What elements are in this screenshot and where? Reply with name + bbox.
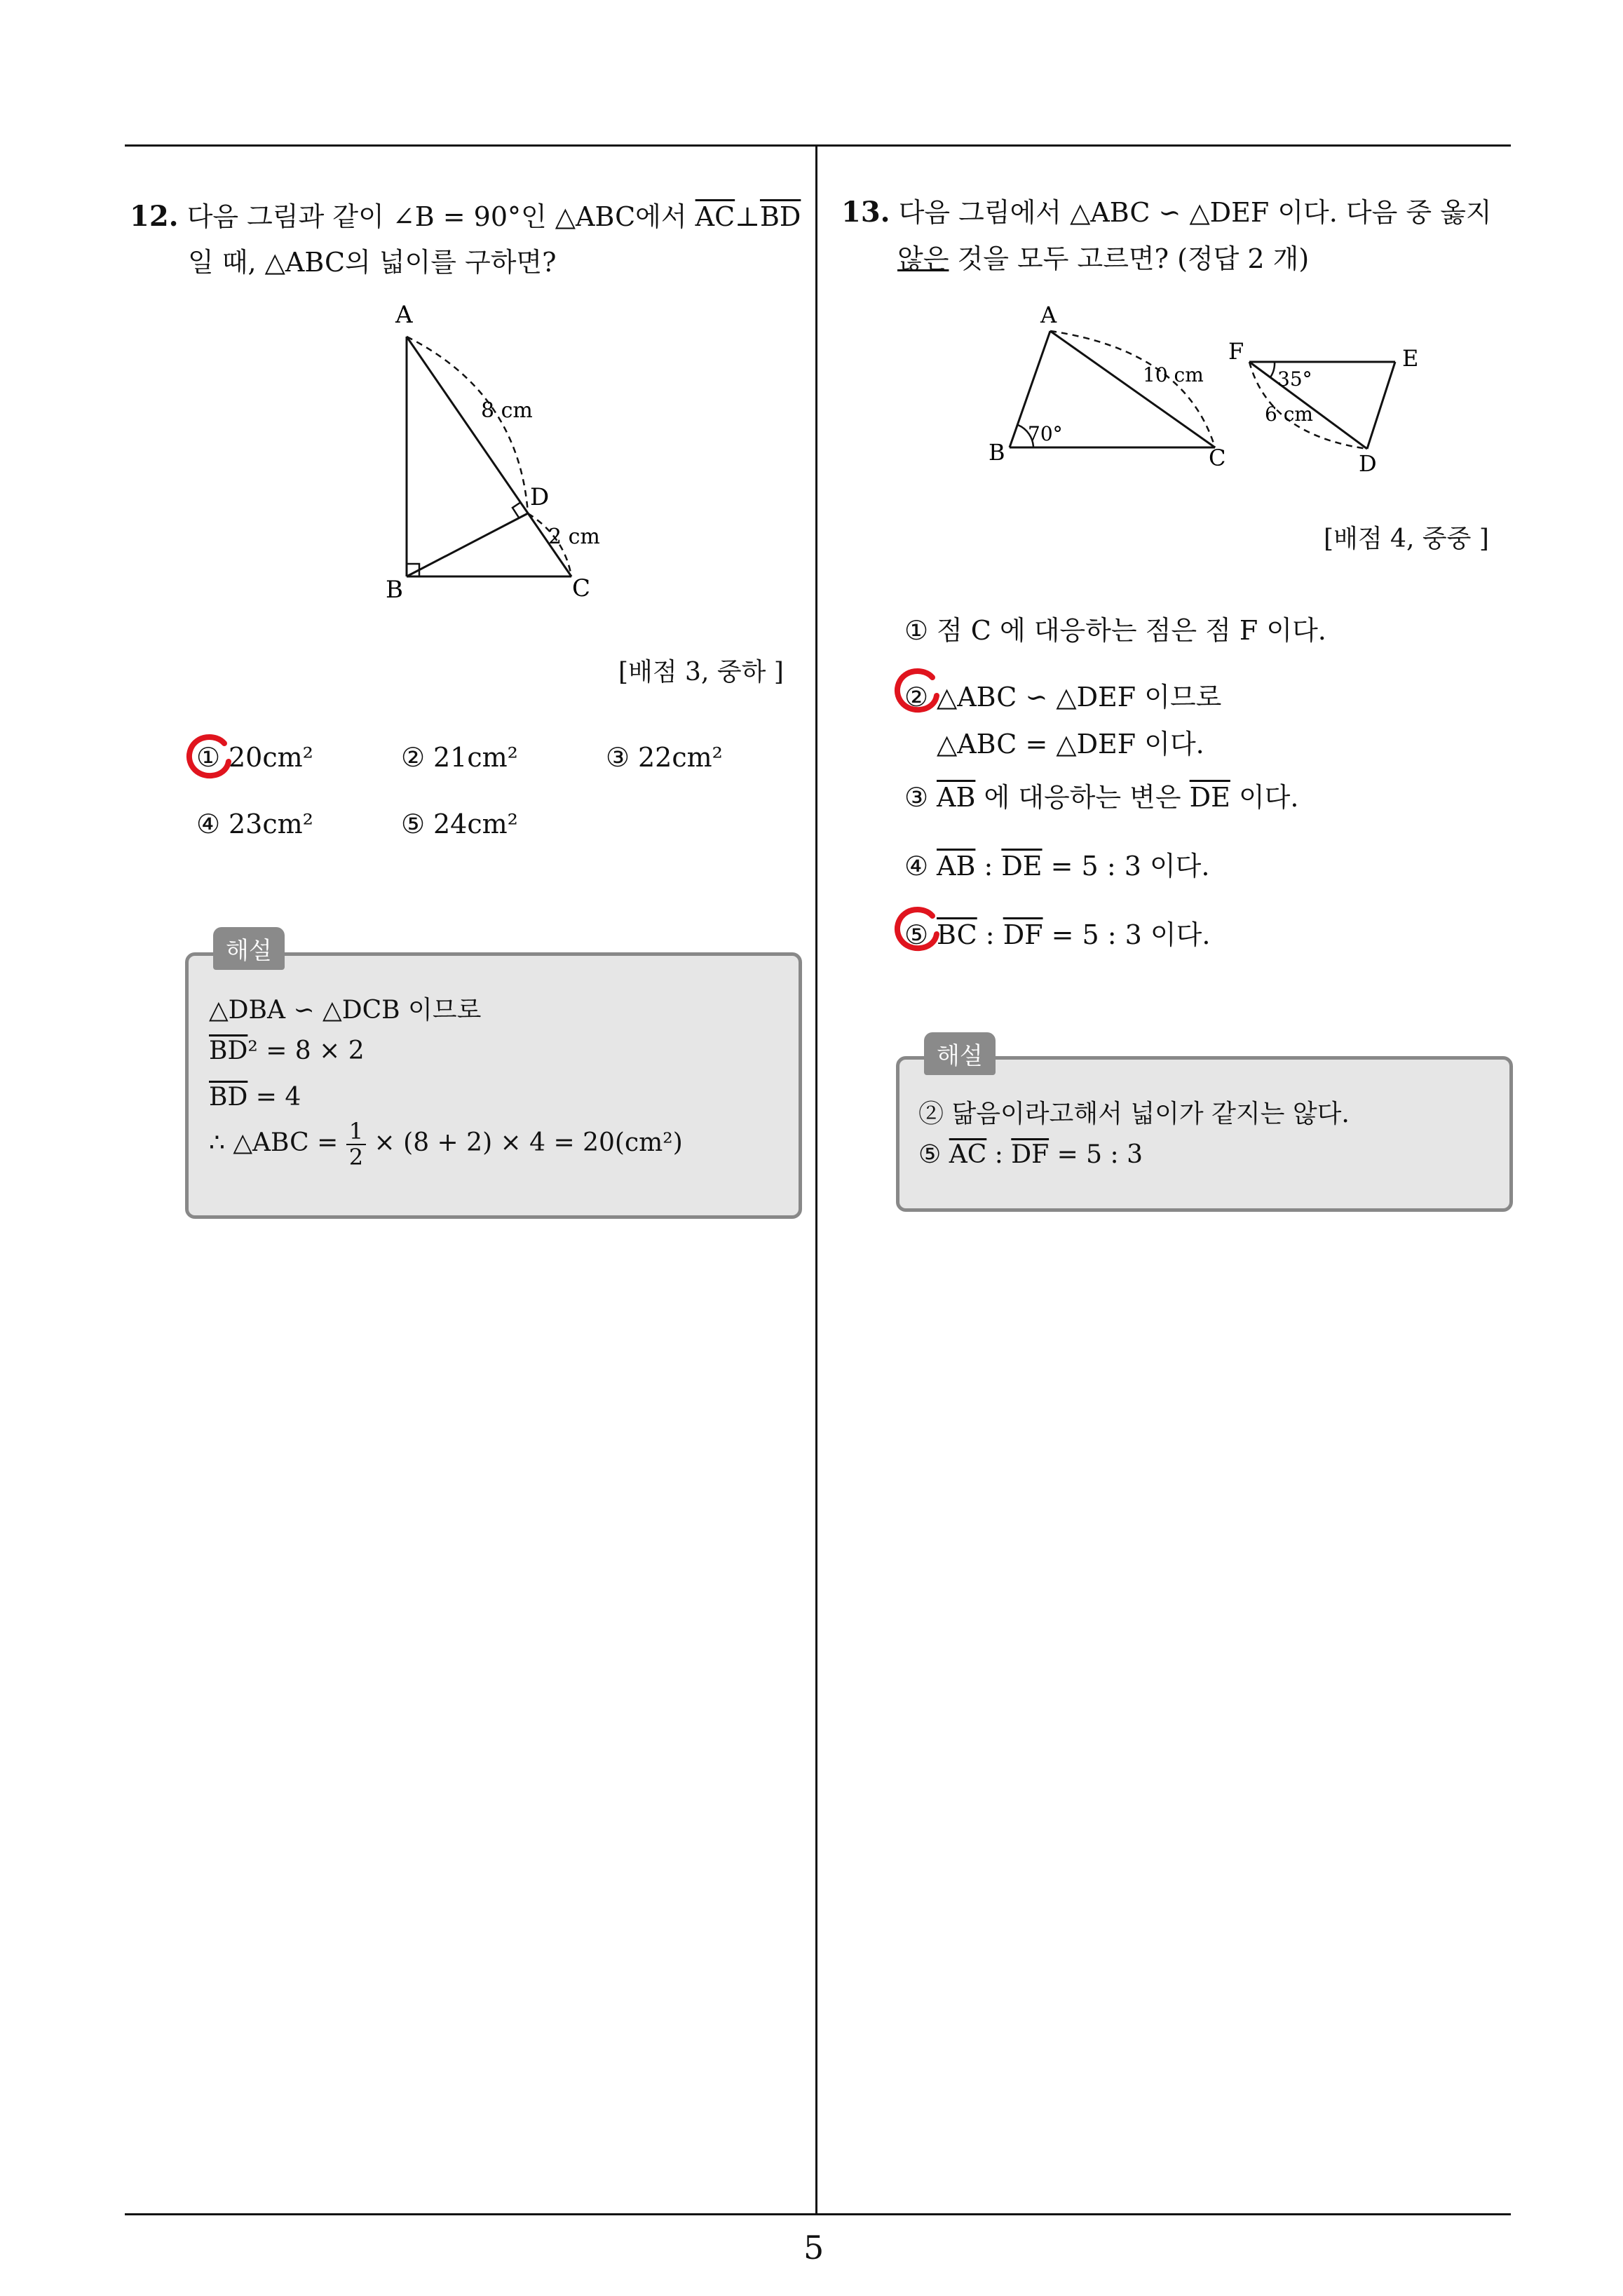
- segment-bd: [407, 513, 528, 576]
- label-c: C: [572, 574, 591, 602]
- choice-text: 23cm²: [229, 809, 313, 839]
- choice-seg-2: $\overline{DE}$: [1001, 851, 1043, 882]
- q13-underlined: 않은: [897, 243, 949, 274]
- q13-choice-1[interactable]: [904, 609, 1326, 647]
- q12-exp-line2: [209, 1036, 365, 1065]
- q12-line2: [188, 241, 557, 279]
- angle-arc-f: [1270, 362, 1275, 377]
- choice-mark: ②: [904, 682, 929, 713]
- q12-text-1: 다음 그림과 같이 ∠B = 90°인 △ABC에서: [186, 201, 695, 232]
- label-d: D: [1359, 450, 1377, 477]
- q12-exp-line1: △DBA ∽ △DCB 이므로: [209, 996, 482, 1025]
- exp-post: × (8 + 2) × 4 = 20(cm²): [366, 1128, 683, 1158]
- q13-answer-circle-2: [889, 663, 945, 720]
- label-d: D: [530, 483, 550, 511]
- exp-rest: = 4: [247, 1083, 301, 1112]
- q12-text-2: 일 때, △ABC의 넓이를 구하면?: [188, 247, 557, 278]
- q12-exp-line4: [209, 1119, 683, 1170]
- page-number: 5: [803, 2229, 824, 2267]
- q12-triangle-figure: [365, 295, 645, 603]
- choice-mark: ④: [904, 851, 929, 882]
- top-rule: [125, 144, 1511, 147]
- exp-mid: :: [986, 1140, 1012, 1169]
- choice-seg-1: $\overline{AB}$: [937, 851, 976, 882]
- choice-seg-1: $\overline{BC}$: [937, 919, 977, 950]
- label-len-dc: 2 cm: [548, 525, 600, 549]
- label-b: B: [989, 439, 1005, 466]
- choice-seg-2: $\overline{DF}$: [1003, 919, 1043, 950]
- choice-end: = 5 : 3 이다.: [1043, 919, 1211, 950]
- choice-mid: :: [977, 919, 1003, 950]
- q13-choice-2-line2: [937, 722, 1204, 761]
- q13-score: [배점 4, 중중 ]: [1324, 525, 1489, 553]
- q12-line1: [130, 195, 801, 234]
- q13-choice-5[interactable]: [904, 913, 1210, 952]
- choice-mark: ①: [196, 742, 221, 773]
- q12-choice-3[interactable]: [606, 742, 723, 773]
- q12-choice-2[interactable]: [401, 742, 518, 773]
- choice-text: 21cm²: [433, 742, 518, 773]
- q13-line1: [841, 191, 1492, 229]
- q13-number: 13.: [841, 196, 890, 229]
- q12-choice-4[interactable]: [196, 809, 313, 839]
- q13-line2: [897, 237, 1309, 276]
- right-angle-d: [512, 502, 521, 518]
- choice-mark: ④: [196, 809, 221, 839]
- q13-choice-4[interactable]: [904, 844, 1209, 883]
- label-a: A: [1040, 302, 1057, 328]
- choice-mid: :: [975, 851, 1002, 882]
- label-len-ad: 8 cm: [481, 398, 533, 423]
- label-len-fd: 6 cm: [1265, 403, 1313, 426]
- q13-answer-circle-5: [889, 902, 945, 958]
- choice-text-2: △ABC = △DEF 이다.: [937, 729, 1204, 759]
- exp-pre: ∴ △ABC =: [209, 1128, 346, 1158]
- q12-seg-ac: $\overline{AC}$: [695, 201, 735, 232]
- choice-mid: 에 대응하는 변은: [975, 782, 1190, 813]
- q13-exp-line2: [918, 1140, 1143, 1169]
- choice-mark: ③: [904, 782, 929, 813]
- q12-number: 12.: [130, 200, 179, 233]
- label-a: A: [395, 301, 413, 329]
- choice-text: 22cm²: [638, 742, 723, 773]
- label-len-ac: 10 cm: [1143, 363, 1204, 386]
- exp-seg-bd: $\overline{BD}$: [209, 1083, 248, 1112]
- q13-exp-line1: ② 닮음이라고해서 넓이가 같지는 않다.: [918, 1100, 1350, 1128]
- q12-score: [배점 3, 중하 ]: [618, 658, 784, 687]
- choice-text: 20cm²: [229, 742, 313, 773]
- choice-seg-2: $\overline{DE}$: [1189, 782, 1230, 813]
- choice-mark: ②: [401, 742, 426, 773]
- q12-answer-circle: [181, 729, 237, 785]
- choice-mark: ⑤: [904, 919, 929, 950]
- q12-seg-bd: $\overline{BD}$: [759, 201, 801, 232]
- exp-seg-ac: $\overline{AC}$: [949, 1140, 987, 1169]
- q13-choice-3[interactable]: [904, 776, 1298, 814]
- fraction-denominator: 2: [348, 1144, 364, 1171]
- fraction-numerator: 1: [346, 1119, 366, 1145]
- label-f: F: [1228, 338, 1244, 365]
- q13-choice-2[interactable]: [904, 675, 1221, 714]
- side-ac: [1050, 331, 1215, 447]
- exp-mark: ⑤: [918, 1140, 949, 1169]
- label-angle-f: 35°: [1277, 367, 1312, 391]
- choice-seg-1: $\overline{AB}$: [937, 782, 976, 813]
- choice-mark: ⑤: [401, 809, 426, 839]
- choice-text: △ABC ∽ △DEF 이므로: [937, 682, 1222, 713]
- exp-fraction: [346, 1119, 366, 1170]
- side-ac: [407, 337, 571, 576]
- q12-choice-5[interactable]: [401, 809, 518, 839]
- choice-mark: ③: [606, 742, 630, 773]
- column-divider: [815, 144, 817, 2213]
- choice-end: 이다.: [1230, 782, 1299, 813]
- q13-text-1: 다음 그림에서 △ABC ∽ △DEF 이다. 다음 중 옳지: [898, 197, 1492, 228]
- label-angle-b: 70°: [1028, 422, 1063, 445]
- q13-similar-triangles-figure: [975, 295, 1451, 484]
- choice-text: 24cm²: [433, 809, 518, 839]
- q12-perp: ⊥: [735, 201, 760, 232]
- choice-mark: ①: [904, 615, 929, 646]
- side-ed: [1367, 362, 1395, 449]
- bottom-rule: [125, 2213, 1511, 2215]
- label-e: E: [1402, 345, 1419, 372]
- exp-rest: ² = 8 × 2: [247, 1036, 365, 1065]
- label-c: C: [1209, 445, 1226, 471]
- q13-explanation-box: [896, 1056, 1513, 1212]
- choice-text: 점 C 에 대응하는 점은 점 F 이다.: [937, 615, 1326, 646]
- q12-explanation-tab: 해설: [213, 927, 285, 970]
- q13-explanation-tab: 해설: [924, 1032, 996, 1075]
- label-b: B: [386, 576, 403, 603]
- exp-seg-df: $\overline{DF}$: [1011, 1140, 1050, 1169]
- exp-seg-bd: $\overline{BD}$: [209, 1036, 248, 1065]
- q13-text-2: 것을 모두 고르면? (정답 2 개): [949, 243, 1310, 274]
- q12-exp-line3: [209, 1083, 301, 1112]
- exp-end: = 5 : 3: [1049, 1140, 1143, 1169]
- choice-end: = 5 : 3 이다.: [1042, 851, 1210, 882]
